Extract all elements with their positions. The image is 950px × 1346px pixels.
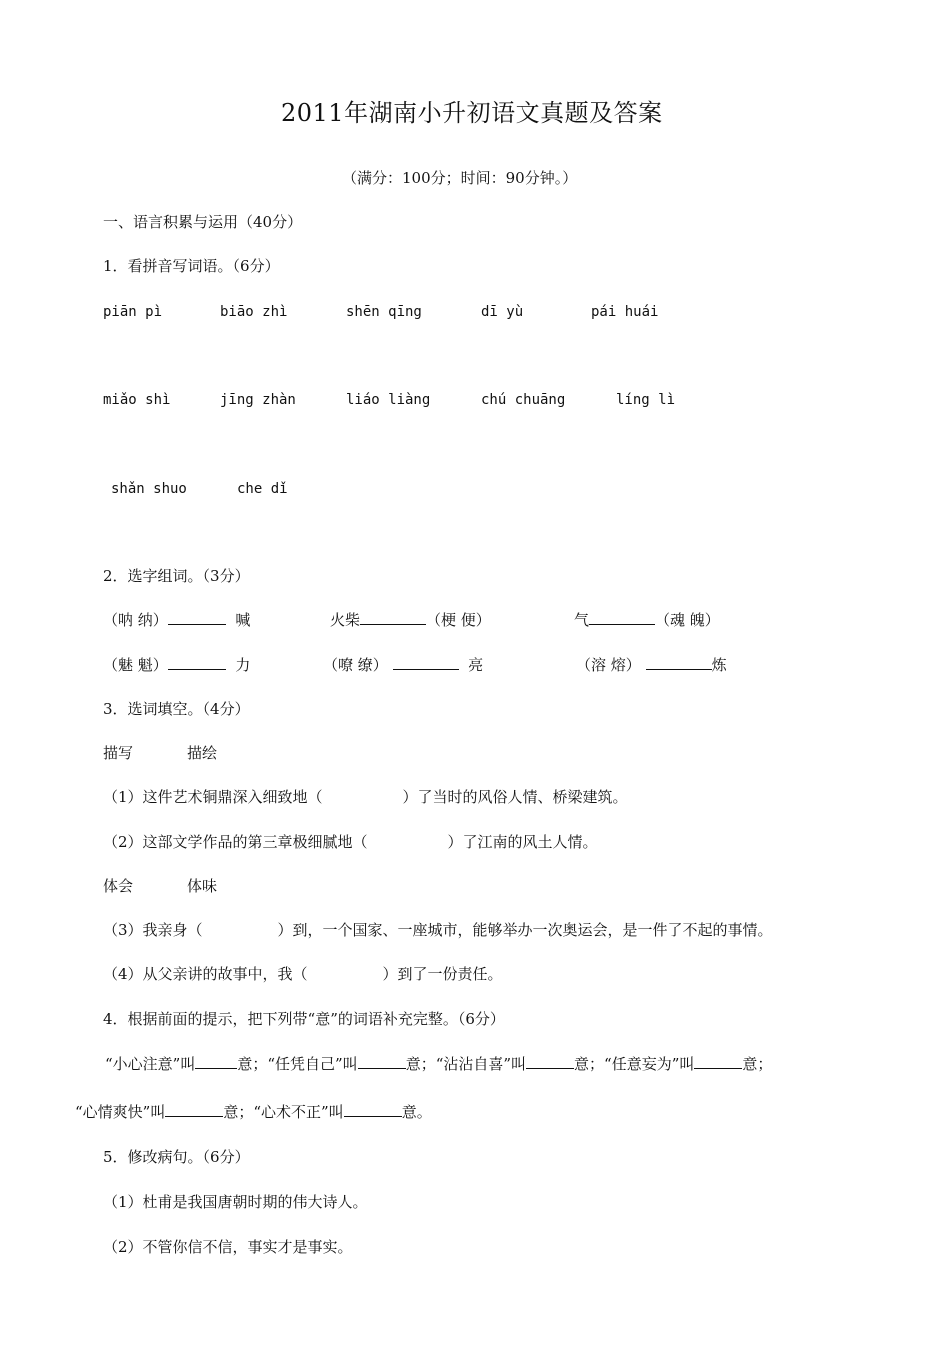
- choice-prefix: 火柴: [330, 611, 361, 629]
- answer-blank[interactable]: [358, 1054, 406, 1069]
- fill-line: [105, 1054, 772, 1074]
- choice-options: （魅 魁）: [103, 656, 168, 674]
- word-choice: 体味: [187, 877, 218, 895]
- answer-blank[interactable]: [344, 1102, 402, 1117]
- prompt-text: 意；“沾沾自喜”叫: [405, 1055, 527, 1073]
- pinyin-item: líng lì: [616, 392, 676, 408]
- answer-blank[interactable]: [393, 655, 459, 670]
- choice-options: （溶 熔）: [576, 656, 641, 674]
- prompt-text: 意；: [742, 1055, 773, 1073]
- word-choice: 描绘: [187, 744, 218, 762]
- fill-line: [75, 1102, 432, 1122]
- sentence-text: （3）我亲身（: [103, 921, 203, 939]
- choice-item: [330, 610, 491, 630]
- word-choice: 描写: [103, 744, 134, 762]
- choice-options: （嘹 缭）: [323, 656, 388, 674]
- answer-blank[interactable]: [165, 1102, 223, 1117]
- prompt-text: 意。: [401, 1103, 432, 1121]
- word-choice: 体会: [103, 877, 134, 895]
- answer-blank[interactable]: [589, 610, 655, 625]
- fill-sentence: [103, 832, 598, 852]
- choice-item: [103, 610, 250, 630]
- sentence-text: （1）这件艺术铜鼎深入细致地（: [103, 788, 323, 806]
- question-5-heading: 5．修改病句。（6分）: [103, 1148, 250, 1166]
- pinyin-item: jīng zhàn: [220, 392, 296, 408]
- fill-sentence: [103, 920, 773, 940]
- pinyin-item: chú chuāng: [481, 392, 566, 408]
- pinyin-item: dī yù: [481, 304, 524, 320]
- prompt-text: 意；“任意妄为”叫: [574, 1055, 695, 1073]
- choice-item: [103, 655, 250, 675]
- question-1-heading: 1．看拼音写词语。（6分）: [103, 257, 280, 275]
- choice-prefix: 气: [574, 611, 590, 629]
- prompt-text: 意；“心术不正”叫: [223, 1103, 344, 1121]
- answer-blank[interactable]: [195, 1054, 237, 1069]
- answer-blank[interactable]: [360, 610, 426, 625]
- prompt-text: “心情爽快”叫: [75, 1103, 166, 1121]
- choice-options: （魂 魄）: [655, 611, 720, 629]
- pinyin-item: miǎo shì: [103, 392, 171, 408]
- pinyin-item: shēn qīng: [346, 304, 422, 320]
- pinyin-item: piān pì: [103, 304, 163, 320]
- choice-suffix: 亮: [468, 656, 484, 674]
- choice-suffix: 喊: [235, 611, 251, 629]
- sentence-text: ）到，一个国家、一座城市，能够举办一次奥运会，是一件了不起的事情。: [277, 921, 773, 939]
- question-4-heading: 4．根据前面的提示，把下列带“意”的词语补充完整。（6分）: [103, 1010, 505, 1028]
- choice-suffix: 力: [235, 656, 251, 674]
- sentence-text: （2）这部文学作品的第三章极细腻地（: [103, 833, 368, 851]
- section-heading-1: 一、语言积累与运用（40分）: [103, 213, 303, 231]
- pinyin-item: liáo liàng: [346, 392, 431, 408]
- choice-suffix: 炼: [711, 656, 727, 674]
- choice-item: [574, 610, 720, 630]
- question-2-heading: 2．选字组词。（3分）: [103, 567, 250, 585]
- prompt-text: 意；“任凭自己”叫: [237, 1055, 358, 1073]
- prompt-text: “小心注意”叫: [105, 1055, 196, 1073]
- sentence-text: ）了当时的风俗人情、桥梁建筑。: [402, 788, 628, 806]
- fill-sentence: [103, 964, 503, 984]
- page-title: 2011年湖南小升初语文真题及答案: [281, 99, 663, 127]
- faulty-sentence: （2）不管你信不信，事实才是事实。: [103, 1238, 353, 1256]
- answer-blank[interactable]: [694, 1054, 742, 1069]
- faulty-sentence: （1）杜甫是我国唐朝时期的伟大诗人。: [103, 1193, 368, 1211]
- answer-blank[interactable]: [168, 655, 226, 670]
- answer-blank[interactable]: [168, 610, 226, 625]
- pinyin-item: pái huái: [591, 304, 659, 320]
- pinyin-item: shǎn shuo: [111, 481, 187, 497]
- pinyin-item: biāo zhì: [220, 304, 288, 320]
- fill-sentence: [103, 787, 628, 807]
- choice-options: （梗 便）: [426, 611, 491, 629]
- choice-options: （呐 纳）: [103, 611, 168, 629]
- choice-item: [323, 655, 483, 675]
- score-time-note: （满分：100分；时间：90分钟。）: [342, 169, 578, 187]
- sentence-text: （4）从父亲讲的故事中，我（: [103, 965, 308, 983]
- sentence-text: ）了江南的风土人情。: [447, 833, 598, 851]
- answer-blank[interactable]: [526, 1054, 574, 1069]
- question-3-heading: 3．选词填空。（4分）: [103, 700, 250, 718]
- choice-item: [576, 655, 727, 675]
- answer-blank[interactable]: [646, 655, 712, 670]
- sentence-text: ）到了一份责任。: [382, 965, 503, 983]
- pinyin-item: che dǐ: [237, 481, 288, 497]
